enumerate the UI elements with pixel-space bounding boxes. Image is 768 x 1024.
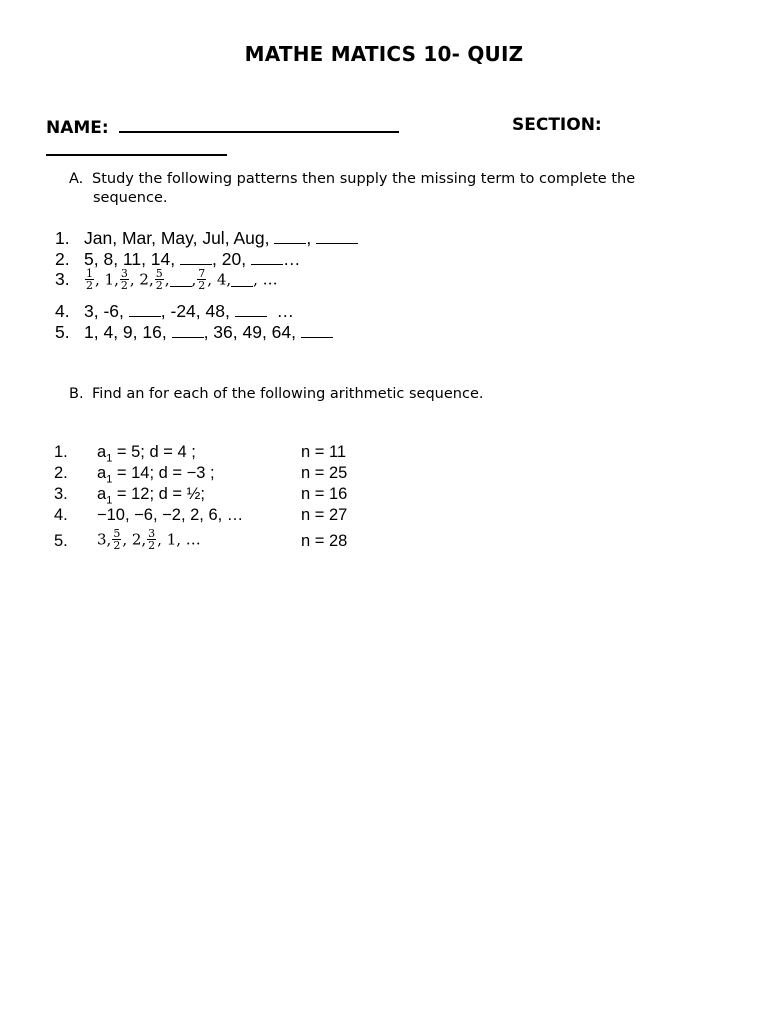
item-text: , … — [253, 270, 278, 289]
item-number: 5. — [54, 532, 68, 550]
item-number: 1. — [54, 443, 68, 461]
answer-blank — [170, 272, 192, 287]
answer-blank — [274, 229, 306, 244]
item-text: , -24, 48, — [160, 301, 230, 321]
item-text: … — [276, 301, 294, 321]
item-text: , 1, — [95, 270, 119, 289]
item-text: Jan, Mar, May, Jul, Aug, — [84, 228, 270, 248]
name-blank — [119, 115, 399, 133]
item-expression: −10, −6, −2, 2, 6, … — [97, 506, 244, 524]
item-text: , — [306, 228, 312, 248]
item-number: 4. — [54, 506, 68, 524]
item-expression: $a_1 = 12$; d = ½; — [97, 485, 205, 507]
item-expression: $a_1 = 5$; d = 4 ; — [97, 443, 196, 465]
part-a-instruction-line2: sequence. — [93, 190, 168, 206]
item-text: … — [282, 249, 301, 269]
item-text: , 36, 49, 64, — [203, 322, 297, 342]
list-item — [55, 322, 333, 343]
item-text: , 2, — [129, 270, 154, 289]
answer-blank — [301, 323, 333, 338]
part-b-instruction — [69, 385, 484, 404]
section-label: SECTION: — [512, 115, 602, 135]
item-text: 5, 8, 11, 14, — [84, 249, 176, 269]
item-n-value: n = 25 — [301, 464, 348, 482]
part-a-instruction-line1: Study the following patterns then supply the missing term to complete the — [92, 171, 636, 187]
part-b-instruction-text: Find an for each of the following arithmetic sequence. — [92, 386, 484, 402]
answer-blank — [235, 302, 267, 317]
item-number: 3. — [54, 485, 68, 503]
answer-blank — [251, 250, 283, 265]
item-text: 1, 4, 9, 16, — [84, 322, 167, 342]
item-number: 4. — [55, 301, 70, 321]
name-label: NAME: — [46, 118, 109, 138]
item-n-value: n = 11 — [301, 443, 347, 461]
item-text: 3, -6, — [84, 301, 124, 321]
item-number: 2. — [54, 464, 68, 482]
answer-blank — [180, 250, 212, 265]
item-expression: 3, $\frac{5}{2}$ , 2, $\frac{3}{2}$ , 1, … — [97, 527, 201, 552]
item-expression: $a_1 = 14$; d = −3 ; — [97, 464, 215, 486]
fraction: $\frac{5}{2}$ — [113, 527, 121, 552]
item-number: 3. — [55, 269, 70, 289]
fraction: $\frac{5}{2}$ — [155, 267, 163, 292]
answer-blank — [231, 272, 253, 287]
part-a-instruction — [69, 170, 635, 189]
list-item — [55, 301, 294, 322]
fraction: $\frac{7}{2}$ — [198, 267, 206, 292]
part-a-letter: A. — [69, 171, 84, 187]
name-field — [46, 115, 399, 138]
fraction: $\frac{1}{2}$ — [86, 267, 93, 292]
section-blank — [46, 140, 227, 156]
item-number: 1. — [55, 228, 70, 248]
page-title: MATHE MATICS 10- QUIZ — [244, 42, 524, 66]
item-n-value: n = 16 — [301, 485, 348, 503]
answer-blank — [129, 302, 161, 317]
item-number: 2. — [55, 249, 70, 269]
item-n-value: n = 28 — [301, 532, 348, 550]
item-text: , 20, — [212, 249, 247, 269]
fraction: $\frac{3}{2}$ — [148, 527, 156, 552]
part-b-letter: B. — [69, 386, 84, 402]
fraction: $\frac{3}{2}$ — [120, 267, 128, 292]
item-text: , 4, — [207, 270, 232, 289]
item-n-value: n = 27 — [301, 506, 348, 524]
list-item: 3. $\frac{1}{2}$ , 1, $\frac{3}{2}$ , 2, $\frac{5}{2}$ , , $\frac{7}{2}$ , 4, , … — [55, 267, 278, 292]
answer-blank — [316, 229, 358, 244]
item-number: 5. — [55, 322, 70, 342]
list-item — [55, 228, 358, 249]
answer-blank — [172, 323, 204, 338]
